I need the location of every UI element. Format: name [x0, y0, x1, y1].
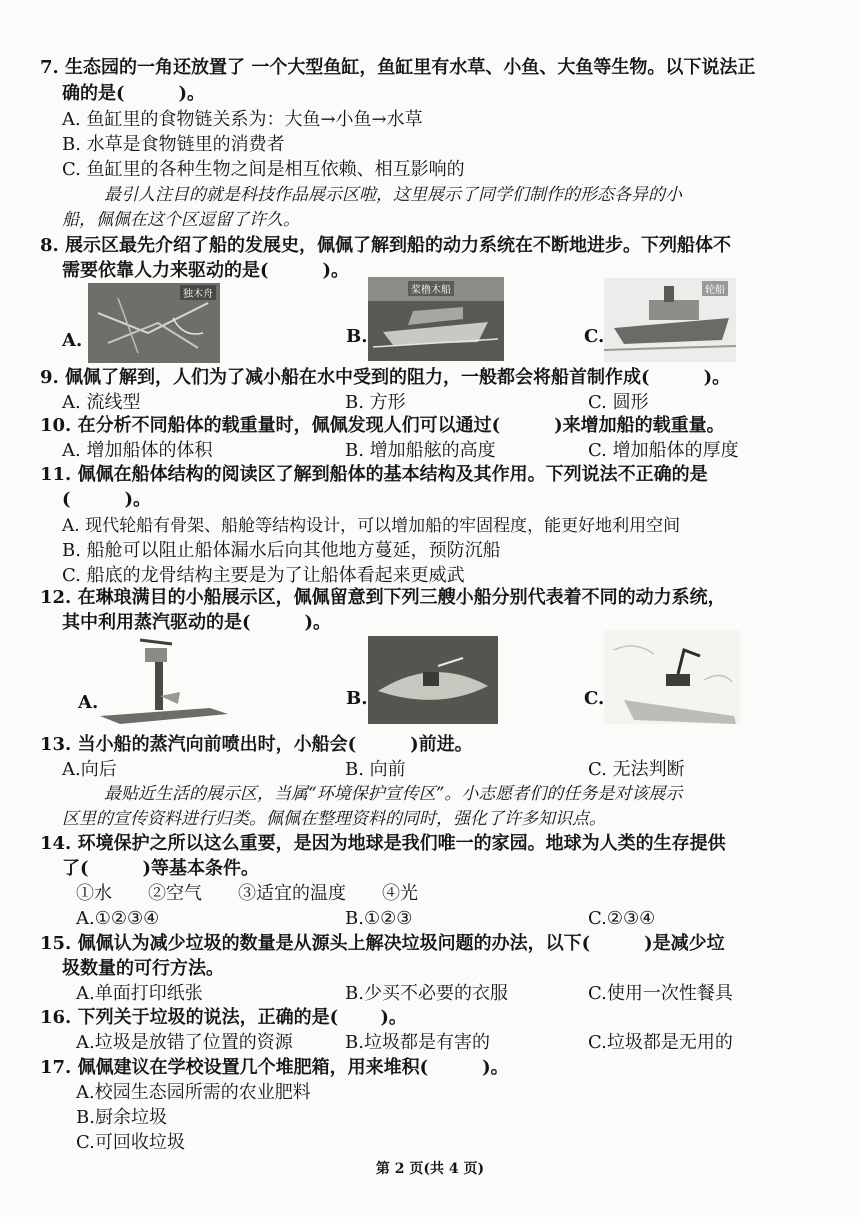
q8-option-b-label: B.: [346, 326, 368, 347]
q14-stem-line1: 14. 环境保护之所以这么重要，是因为地球是我们唯一的家园。地球为人类的生存提供: [40, 833, 726, 854]
q10-option-b: B. 增加船舷的高度: [345, 440, 496, 461]
q9-option-c: C. 圆形: [588, 392, 649, 413]
q7-option-a: A. 鱼缸里的食物链关系为：大鱼→小鱼→水草: [62, 109, 423, 130]
oar-boat-image: [368, 277, 504, 361]
q14-option-b: B.①②③: [345, 908, 413, 929]
q9-option-a: A. 流线型: [62, 392, 141, 413]
steamship-image: [604, 278, 736, 362]
q7-option-c: C. 鱼缸里的各种生物之间是相互依赖、相互影响的: [62, 159, 465, 180]
q16-stem: 16. 下列关于垃圾的说法，正确的是( )。: [40, 1007, 407, 1028]
q14-stem-line2: 了( )等基本条件。: [62, 858, 260, 879]
q13-option-b: B. 向前: [345, 759, 406, 780]
q9-option-b: B. 方形: [345, 392, 406, 413]
narrative-1-line2: 船，佩佩在这个区逗留了许久。: [62, 210, 300, 230]
q15-stem-line1: 15. 佩佩认为减少垃圾的数量是从源头上解决垃圾问题的办法，以下( )是减少垃: [40, 933, 725, 954]
q7-stem-line1: 7. 生态园的一角还放置了 一个大型鱼缸，鱼缸里有水草、小鱼、大鱼等生物。以下说法正: [40, 57, 756, 78]
dugout-canoe-image: [88, 283, 220, 363]
q9-stem: 9. 佩佩了解到，人们为了减小船在水中受到的阻力，一般都会将船首制作成( )。: [40, 367, 731, 388]
q16-option-c: C.垃圾都是无用的: [588, 1032, 733, 1053]
q16-option-b: B.垃圾都是有害的: [345, 1032, 490, 1053]
q12-option-b-label: B.: [346, 688, 368, 709]
q11-option-c: C. 船底的龙骨结构主要是为了让船体看起来更威武: [62, 565, 465, 586]
q17-option-c: C.可回收垃圾: [76, 1132, 185, 1153]
steamship-tag: 轮船: [702, 281, 728, 296]
boat-c-drawing: [604, 630, 740, 724]
q10-option-a: A. 增加船体的体积: [62, 440, 213, 461]
boat-b-drawing: [368, 636, 498, 724]
dugout-canoe-tag: 独木舟: [180, 285, 216, 300]
q14-items: ①水 ②空气 ③适宜的温度 ④光: [76, 883, 418, 904]
q7-stem-line2: 确的是( )。: [62, 83, 206, 104]
q15-option-c: C.使用一次性餐具: [588, 983, 733, 1004]
q11-option-a: A. 现代轮船有骨架、船舱等结构设计，可以增加船的牢固程度，能更好地利用空间: [62, 516, 681, 536]
q12-option-a-label: A.: [78, 692, 99, 713]
q11-stem-line1: 11. 佩佩在船体结构的阅读区了解到船体的基本结构及其作用。下列说法不正确的是: [40, 464, 708, 485]
q12-stem-line1: 12. 在琳琅满目的小船展示区，佩佩留意到下列三艘小船分别代表着不同的动力系统，: [40, 587, 726, 608]
q13-stem: 13. 当小船的蒸汽向前喷出时，小船会( )前进。: [40, 734, 473, 755]
narrative-2-line2: 区里的宣传资料进行归类。佩佩在整理资料的同时，强化了许多知识点。: [62, 809, 606, 829]
q13-option-a: A.向后: [62, 759, 117, 780]
q11-stem-line2: ( )。: [62, 489, 152, 510]
q10-stem: 10. 在分析不同船体的载重量时，佩佩发现人们可以通过( )来增加船的载重量。: [40, 415, 725, 436]
q14-option-a: A.①②③④: [76, 908, 160, 929]
q17-option-b: B.厨余垃圾: [76, 1107, 167, 1128]
q16-option-a: A.垃圾是放错了位置的资源: [76, 1032, 293, 1053]
q12-stem-line2: 其中利用蒸汽驱动的是( )。: [62, 612, 332, 633]
q15-option-b: B.少买不必要的衣服: [345, 983, 508, 1004]
q14-option-c: C.②③④: [588, 908, 656, 929]
q12-option-c-label: C.: [584, 688, 605, 709]
q11-option-b: B. 船舱可以阻止船体漏水后向其他地方蔓延，预防沉船: [62, 540, 501, 561]
q8-option-a-label: A.: [62, 330, 83, 351]
narrative-2-line1: 最贴近生活的展示区，当属“环境保护宣传区”。小志愿者们的任务是对该展示: [104, 784, 683, 804]
q7-option-b: B. 水草是食物链里的消费者: [62, 134, 285, 155]
oar-boat-tag: 桨橹木船: [408, 281, 454, 296]
narrative-1-line1: 最引人注目的就是科技作品展示区啦，这里展示了同学们制作的形态各异的小: [104, 185, 682, 205]
q8-stem-line2: 需要依靠人力来驱动的是( )。: [62, 260, 350, 281]
q13-option-c: C. 无法判断: [588, 759, 685, 780]
q15-stem-line2: 圾数量的可行方法。: [62, 958, 224, 979]
q8-option-c-label: C.: [584, 326, 605, 347]
page-number-footer: 第 2 页(共 4 页): [375, 1161, 485, 1177]
q17-stem: 17. 佩佩建议在学校设置几个堆肥箱，用来堆积( )。: [40, 1057, 509, 1078]
q10-option-c: C. 增加船体的厚度: [588, 440, 739, 461]
boat-b-image: [368, 636, 498, 724]
q17-option-a: A.校园生态园所需的农业肥料: [76, 1082, 311, 1103]
q15-option-a: A.单面打印纸张: [76, 983, 203, 1004]
boat-a-drawing: [100, 636, 230, 726]
q8-stem-line1: 8. 展示区最先介绍了船的发展史，佩佩了解到船的动力系统在不断地进步。下列船体不: [40, 235, 732, 256]
